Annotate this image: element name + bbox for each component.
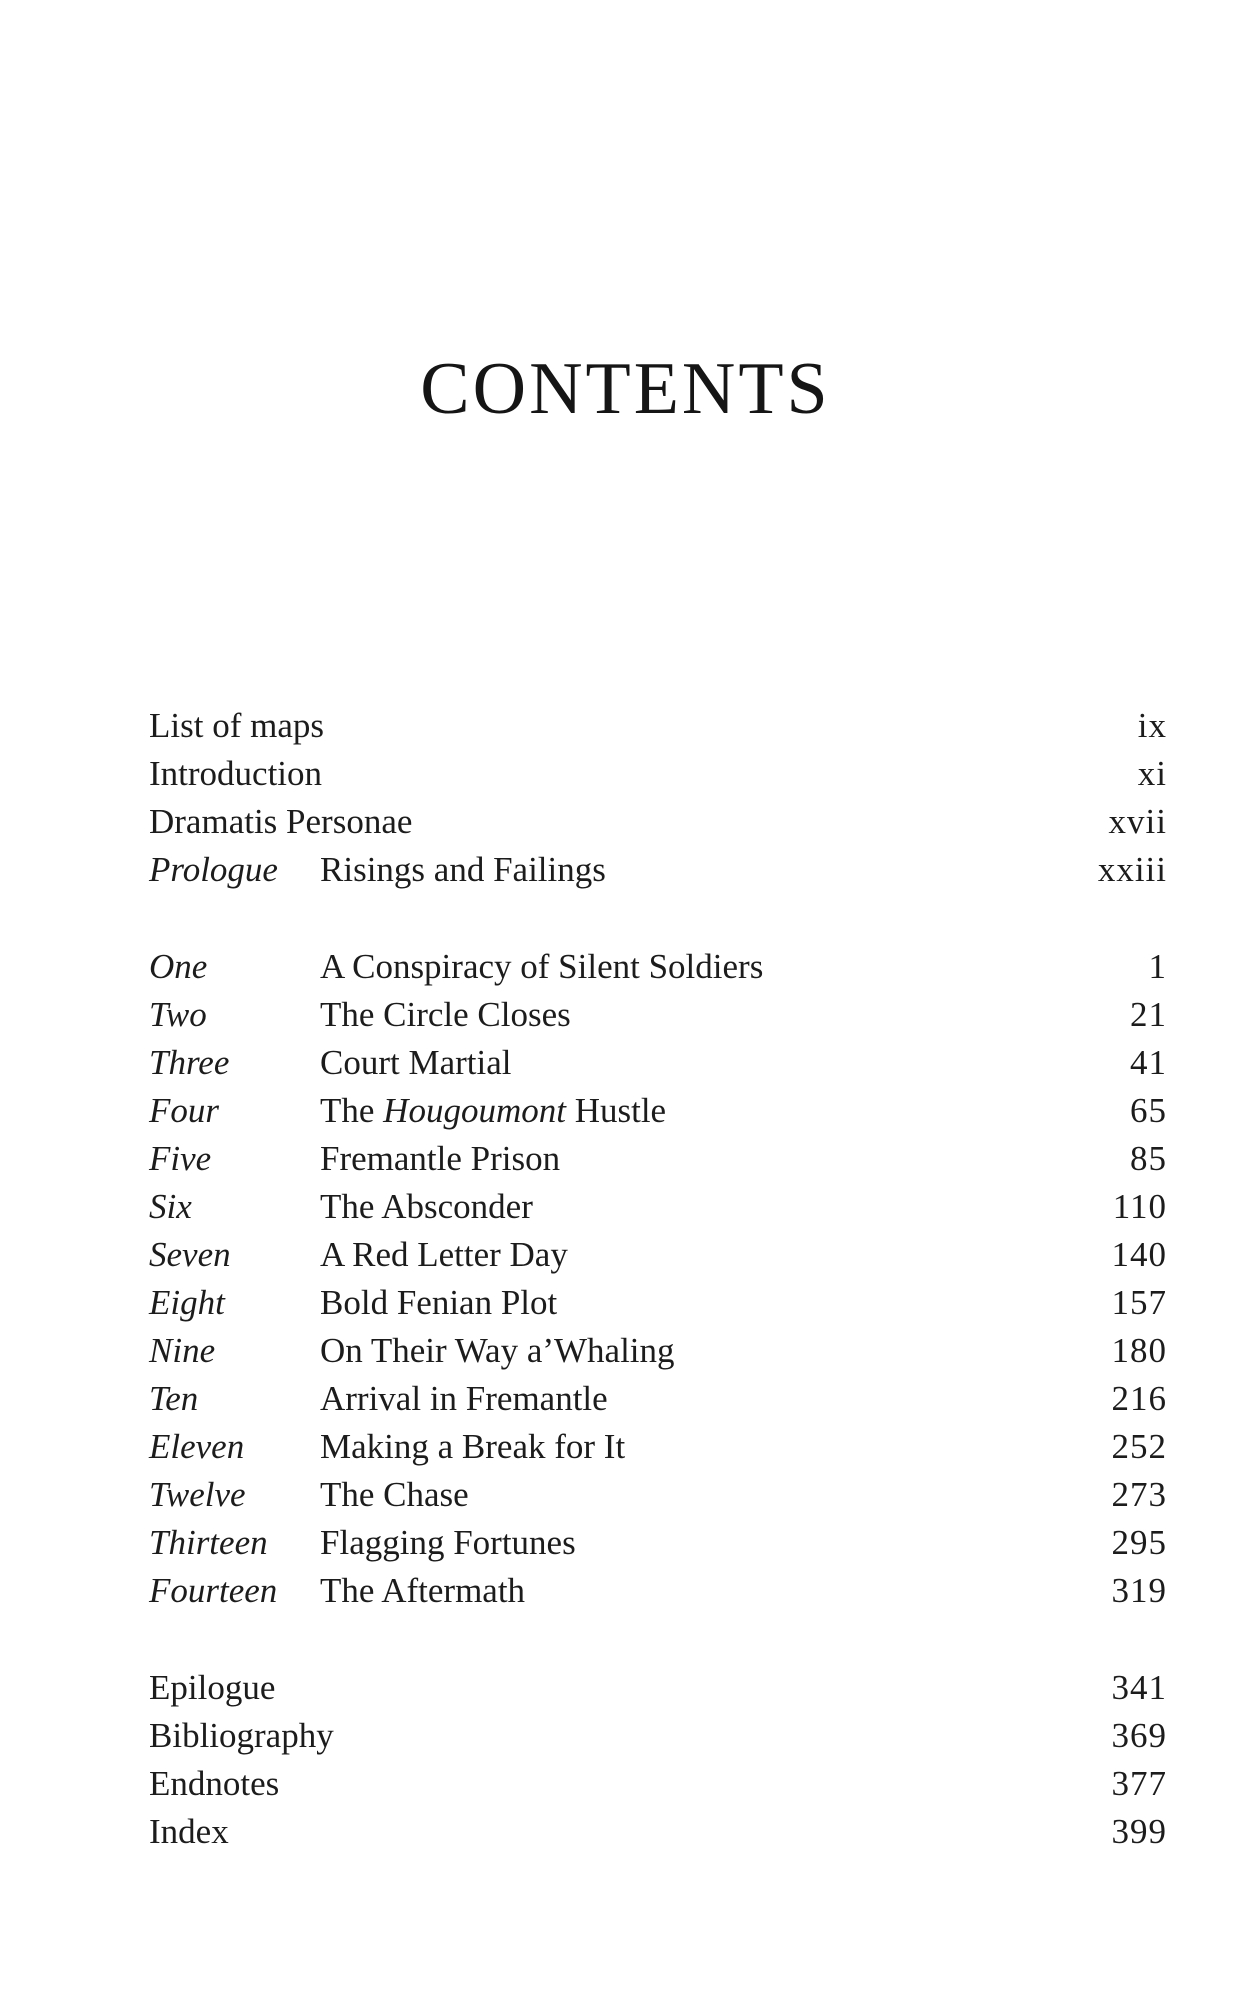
- entry-page-number: 21: [1130, 995, 1167, 1034]
- toc-entry-dramatis-personae[interactable]: [149, 798, 1167, 846]
- entry-label: Six: [149, 1187, 192, 1226]
- entry-title: [320, 1087, 666, 1135]
- toc-entry-list-of-maps[interactable]: [149, 702, 1167, 750]
- entry-title: Risings and Failings: [320, 850, 606, 889]
- toc-entry-chapter-seven[interactable]: [149, 1231, 1167, 1279]
- entry-title: Making a Break for It: [320, 1427, 626, 1466]
- entry-title: Epilogue: [149, 1668, 276, 1707]
- entry-label: Eight: [149, 1283, 225, 1322]
- entry-title: Endnotes: [149, 1764, 280, 1803]
- page-title: CONTENTS: [420, 348, 831, 430]
- entry-title: Index: [149, 1812, 229, 1851]
- entry-title: Flagging Fortunes: [320, 1523, 576, 1562]
- entry-label: Five: [149, 1139, 212, 1178]
- toc-entry-chapter-eight[interactable]: [149, 1279, 1167, 1327]
- entry-page-number: 319: [1111, 1571, 1167, 1610]
- entry-label: Three: [149, 1043, 230, 1082]
- entry-page-number: 273: [1111, 1475, 1167, 1514]
- entry-title: The Chase: [320, 1475, 469, 1514]
- entry-label: Eleven: [149, 1427, 245, 1466]
- toc-entry-chapter-six[interactable]: [149, 1183, 1167, 1231]
- entry-page-number: 252: [1111, 1427, 1167, 1466]
- entry-title: Court Martial: [320, 1043, 512, 1082]
- entry-label: Thirteen: [149, 1523, 268, 1562]
- entry-page-number: 1: [1148, 947, 1167, 986]
- toc-entry-chapter-eleven[interactable]: [149, 1423, 1167, 1471]
- entry-label: Ten: [149, 1379, 199, 1418]
- entry-label: Four: [149, 1091, 219, 1130]
- entry-page-number: 110: [1112, 1187, 1167, 1226]
- entry-page-number: 65: [1130, 1091, 1167, 1130]
- entry-title: The Aftermath: [320, 1571, 526, 1610]
- toc-entry-chapter-five[interactable]: [149, 1135, 1167, 1183]
- toc-entry-chapter-nine[interactable]: [149, 1327, 1167, 1375]
- entry-title-ship-name: Hougoumont: [383, 1091, 566, 1130]
- entry-page-number: 216: [1111, 1379, 1167, 1418]
- entry-page-number: xi: [1137, 754, 1167, 793]
- entry-label: Seven: [149, 1235, 231, 1274]
- toc-entry-endnotes[interactable]: [149, 1760, 1167, 1808]
- entry-title: Introduction: [149, 754, 323, 793]
- entry-page-number: ix: [1137, 706, 1167, 745]
- entry-title: A Conspiracy of Silent Soldiers: [320, 947, 764, 986]
- entry-title: The Circle Closes: [320, 995, 571, 1034]
- entry-page-number: 180: [1111, 1331, 1167, 1370]
- toc-entry-introduction[interactable]: [149, 750, 1167, 798]
- entry-page-number: 157: [1111, 1283, 1167, 1322]
- entry-page-number: xvii: [1108, 802, 1167, 841]
- entry-page-number: xxiii: [1097, 850, 1167, 889]
- entry-label: Nine: [149, 1331, 216, 1370]
- entry-title-end: Hustle: [565, 1091, 667, 1130]
- entry-title-start: The: [320, 1091, 384, 1130]
- entry-title: List of maps: [149, 706, 324, 745]
- entry-title: Bibliography: [149, 1716, 334, 1755]
- entry-title: A Red Letter Day: [320, 1235, 568, 1274]
- toc-entry-prologue[interactable]: [149, 846, 1167, 894]
- entry-label: Twelve: [149, 1475, 246, 1514]
- entry-title: On Their Way a’Whaling: [320, 1331, 675, 1370]
- entry-page-number: 377: [1111, 1764, 1167, 1803]
- entry-label: Fourteen: [149, 1571, 278, 1610]
- entry-page-number: 295: [1111, 1523, 1167, 1562]
- entry-page-number: 41: [1130, 1043, 1167, 1082]
- entry-label: One: [149, 947, 208, 986]
- toc-entry-chapter-fourteen[interactable]: [149, 1567, 1167, 1615]
- toc-entry-chapter-thirteen[interactable]: [149, 1519, 1167, 1567]
- toc-entry-chapter-two[interactable]: [149, 991, 1167, 1039]
- entry-label: Prologue: [149, 850, 278, 889]
- toc-entry-chapter-ten[interactable]: [149, 1375, 1167, 1423]
- entry-title: The Absconder: [320, 1187, 533, 1226]
- toc-entry-chapter-twelve[interactable]: [149, 1471, 1167, 1519]
- entry-title: Fremantle Prison: [320, 1139, 561, 1178]
- toc-entry-epilogue[interactable]: [149, 1664, 1167, 1712]
- toc-entry-chapter-one[interactable]: [149, 943, 1167, 991]
- entry-title: Bold Fenian Plot: [320, 1283, 558, 1322]
- entry-page-number: 85: [1130, 1139, 1167, 1178]
- entry-page-number: 399: [1111, 1812, 1167, 1851]
- toc-entry-chapter-three[interactable]: [149, 1039, 1167, 1087]
- entry-page-number: 140: [1111, 1235, 1167, 1274]
- toc-entry-bibliography[interactable]: [149, 1712, 1167, 1760]
- entry-page-number: 341: [1111, 1668, 1167, 1707]
- toc-entry-index[interactable]: [149, 1808, 1167, 1856]
- entry-title: Dramatis Personae: [149, 802, 413, 841]
- entry-label: Two: [149, 995, 207, 1034]
- entry-title: Arrival in Fremantle: [320, 1379, 608, 1418]
- toc-entry-chapter-four[interactable]: [149, 1087, 1167, 1135]
- entry-page-number: 369: [1111, 1716, 1167, 1755]
